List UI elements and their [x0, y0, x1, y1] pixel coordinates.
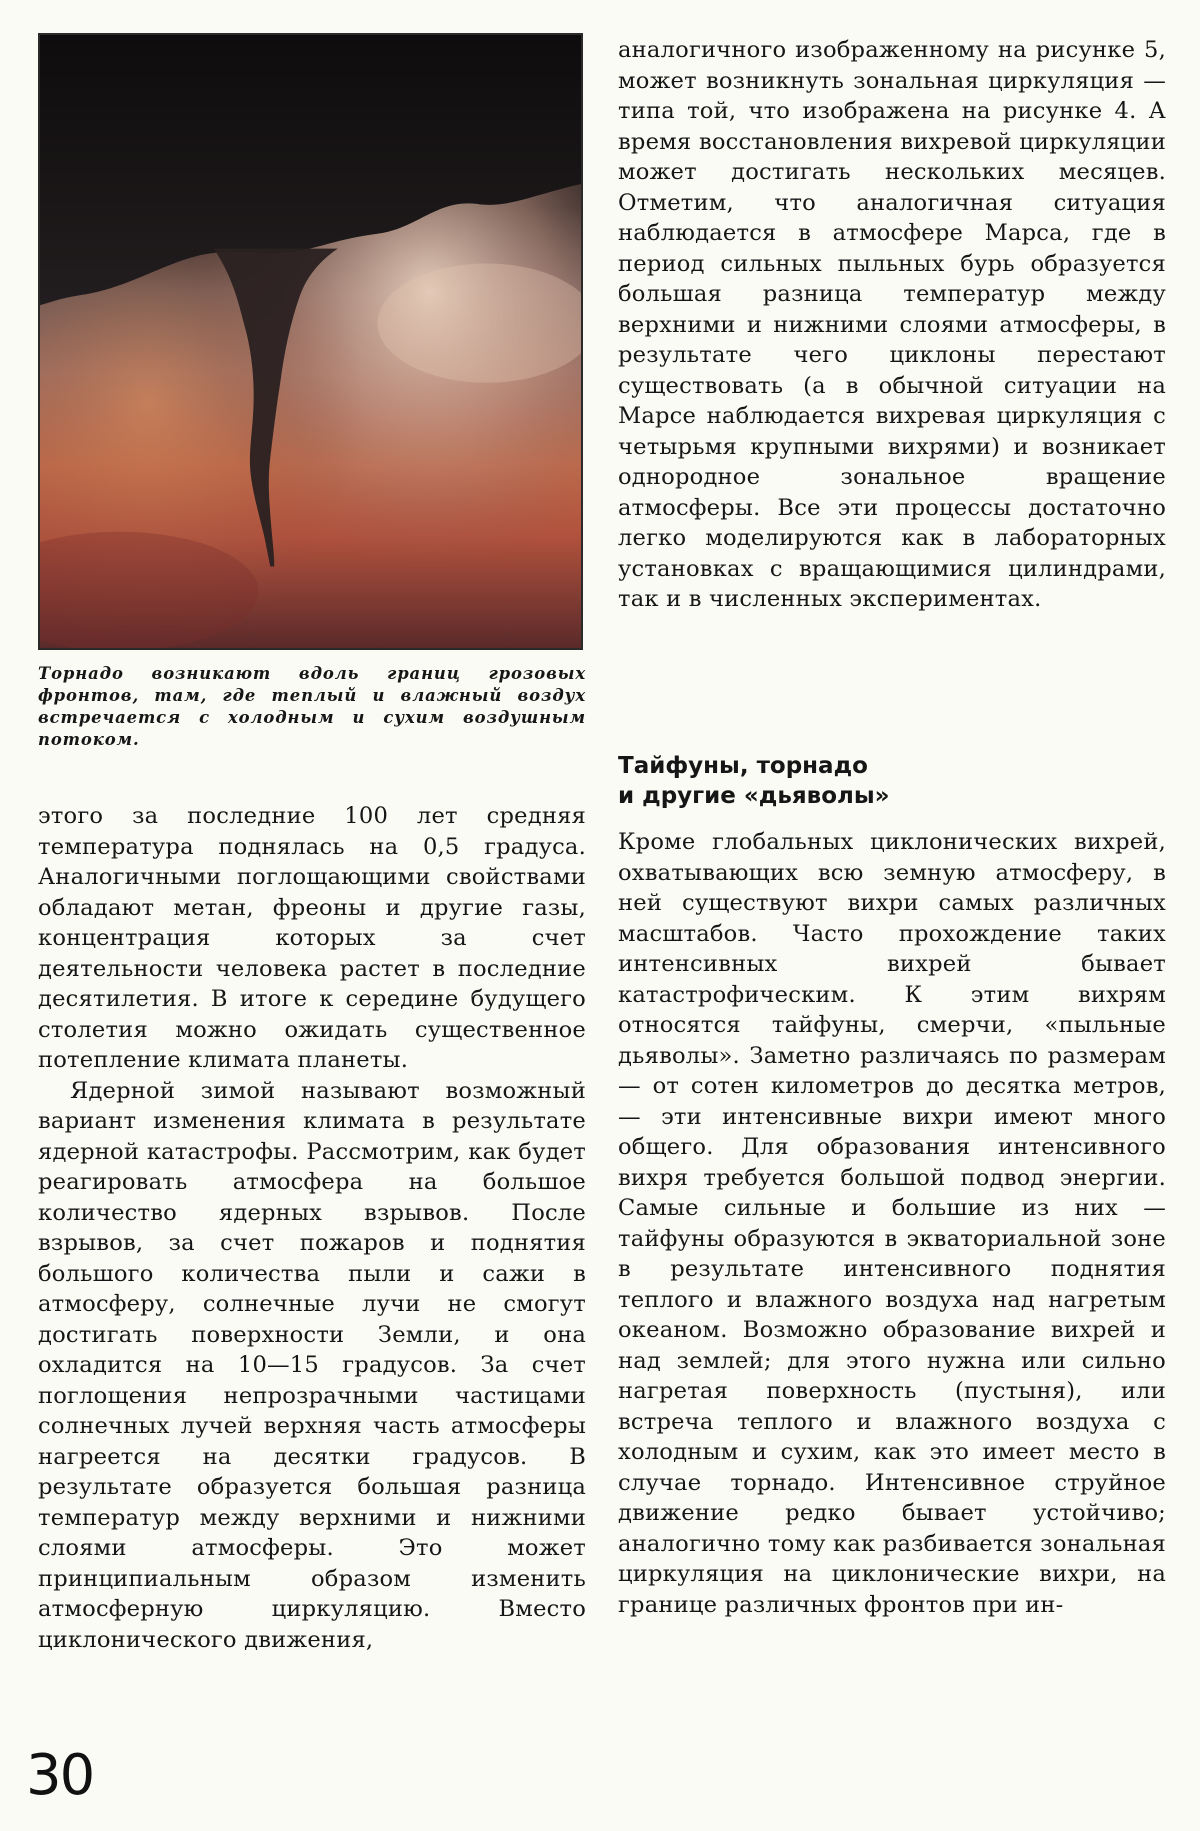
right-column-top-text [618, 35, 1166, 615]
section-heading [618, 751, 1166, 811]
paragraph: аналогичного изображенному на рисунке 5, может возникнуть зональная циркуляция — типа той, что изображена на рисунке 4. А время восстановления вихревой циркуляции может достигать нескольких месяцев. Отметим, что аналогичная ситуация наблюдается в атмосфере Марса, где в период сильных пыльных бурь образуется большая разница температур между верхними и нижними слоями атмосферы, в результате чего циклоны перестают существовать (а в обычной ситуации на Марсе наблюдается вихревая циркуляция с четырьмя крупными вихрями) и возникает однородное зональное вращение атмосферы. Все эти процессы достаточно легко моделируются как в лабораторных установках с вращающимися цилиндрами, так и в численных экспериментах. [618, 37, 1166, 612]
tornado-photo [38, 33, 583, 650]
heading-line: и другие «дьяволы» [618, 783, 890, 809]
page-number: 30 [26, 1743, 94, 1808]
heading-line: Тайфуны, торнадо [618, 753, 868, 779]
paragraph: этого за последние 100 лет средняя температура поднялась на 0,5 градуса. Аналогичными поглощающими свойствами обладают метан, фреоны и другие газы, концентрация которых за счет деятельности человека растет в последние десятилетия. В итоге к середине будущего столетия можно ожидать существенное потепление климата планеты. [38, 803, 586, 1073]
figure-caption: Торнадо возникают вдоль границ грозовых фронтов, там, где теплый и влажный воздух встречается с холодным и сухим воздушным потоком. [38, 664, 586, 749]
paragraph: Кроме глобальных циклонических вихрей, охватывающих всю земную атмосферу, в ней существуют вихри самых различных масштабов. Часто прохождение таких интенсивных вихрей бывает катастрофическим. К этим вихрям относятся тайфуны, смерчи, «пыльные дьяволы». Заметно различаясь по размерам — от сотен километров до десятка метров, — эти интенсивные вихри имеют много общего. Для образования интенсивного вихря требуется большой подвод энергии. Самые сильные и большие из них — тайфуны образуются в экваториальной зоне в результате интенсивного поднятия теплого и влажного воздуха над нагретым океаном. Возможно образование вихрей и над землей; для этого нужна или сильно нагретая поверхность (пустыня), или встреча теплого и влажного воздуха с холодным и сухим, как это имеет место в случае торнадо. Интенсивное струйное движение редко бывает устойчиво; аналогично тому как разбивается зональная циркуляция на циклонические вихри, на границе различных фронтов при ин- [618, 829, 1166, 1618]
left-column-text [38, 801, 586, 1655]
right-column-bottom-text [618, 827, 1166, 1620]
tornado-illustration [40, 35, 581, 648]
paragraph: Ядерной зимой называют возможный вариант изменения климата в результате ядерной катастрофы. Рассмотрим, как будет реагировать атмосфера на большое количество ядерных взрывов. После взрывов, за счет пожаров и поднятия большого количества пыли и сажи в атмосферу, солнечные лучи не смогут достигать поверхности Земли, и она охладится на 10—15 градусов. За счет поглощения непрозрачными частицами солнечных лучей верхняя часть атмосферы нагреется на десятки градусов. В результате образуется большая разница температур между верхними и нижними слоями атмосферы. Это может принципиальным образом изменить атмосферную циркуляцию. Вместо циклонического движения, [38, 1077, 586, 1653]
